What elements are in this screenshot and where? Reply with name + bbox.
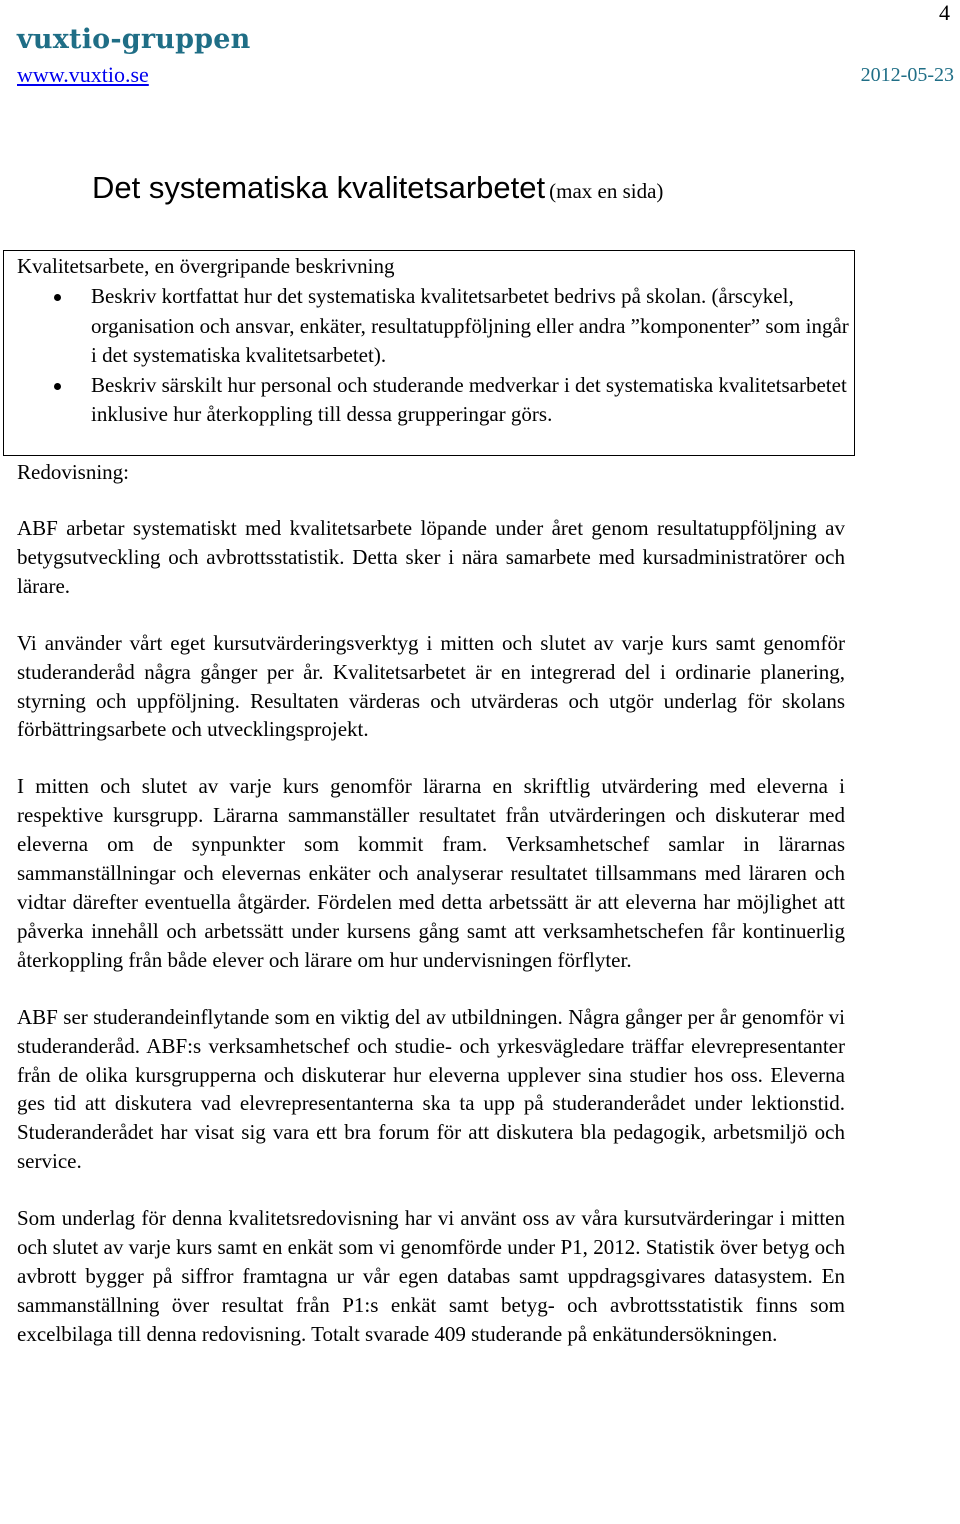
brand-name: vuxtio-gruppen [17, 24, 251, 55]
report-paragraph: ABF ser studerandeinflytande som en viktig del av utbildningen. Några gånger per år genomför vi studeranderåd. ABF:s verksamhetschef och studie- och yrkesvägledare träffar elevrepresentanter från de olika kursgrupperna och diskuterar hur eleverna upplever sina studier hos oss. Eleverna ges tid att diskutera vad elevrepresentanterna ska ta upp på studeranderådet under lektionstid. Studeranderådet har visat sig vara ett bra forum för att diskutera bla pedagogik, arbetsmiljö och service. [17, 1004, 845, 1174]
website-link[interactable]: www.vuxtio.se [17, 62, 149, 87]
list-item [17, 282, 852, 371]
page-number: 4 [939, 0, 950, 25]
bullet-text: Beskriv särskilt hur personal och studerande medverkar i det systematiska kvalitetsarbetet inklusive hur återkoppling till dessa grupperingar görs. [91, 372, 847, 426]
report-paragraph: ABF arbetar systematiskt med kvalitetsarbete löpande under året genom resultatuppföljning av betygsutveckling och avbrottsstatistik. Detta sker i nära samarbete med kursadministratörer och lärare. [17, 516, 845, 598]
instructions-heading: Kvalitetsarbete, en övergripande beskrivning [17, 254, 395, 278]
bullet-icon [54, 294, 61, 301]
list-item [17, 371, 852, 430]
bullet-text: Beskriv kortfattat hur det systematiska kvalitetsarbetet bedrivs på skolan. (årscykel, organisation och ansvar, enkäter, resultatuppföljning eller andra ”komponenter” som ingår i det systematiska kvalitetsarbetet). [91, 284, 849, 367]
report-paragraph: Vi använder vårt eget kursutvärderingsverktyg i mitten och slutet av varje kurs samt genomför studeranderåd några gånger per år. Kvalitetsarbetet är en integrerad del i ordinarie planering, styrning och uppföljning. Resultaten värderas och utvärderas och utgör underlag för skolans förbättringsarbete och utvecklingsprojekt. [17, 630, 845, 742]
page-title [92, 170, 663, 206]
page-title-main: Det systematiska kvalitetsarbetet [92, 170, 546, 205]
report-paragraph: Som underlag för denna kvalitetsredovisning har vi använt oss av våra kursutvärderingar i mitten och slutet av varje kurs samt en enkät som vi genomförde under P1, 2012. Statistik över betyg och avbrott bygger på siffror framtagna ur vår egen databas samt uppdragsgivares datasystem. En sammanställning över resultat från P1:s enkät samt betyg- och avbrottsstatistik finns som excelbilaga till denna redovisning. Totalt svarade 409 studerande på enkätundersökningen. [17, 1206, 845, 1346]
report-paragraph: I mitten och slutet av varje kurs genomför lärarna en skriftlig utvärdering med eleverna i respektive kursgrupp. Lärarna sammanställer resultatet från utvärderingen och diskuterar med eleverna om de synpunkter som kommit fram. Verksamhetschef samlar in lärarnas sammanställningar och elevernas enkäter och analyserar resultatet tillsammans med läraren och vidtar därefter eventuella åtgärder. Fördelen med detta arbetssätt är att eleverna har möjlighet att påverka innehåll och arbetssätt under kursens gång samt att verksamhetschefen får kontinuerlig återkoppling från både elever och lärare om hur undervisningen förflyter. [17, 774, 845, 972]
page-title-note: (max en sida) [549, 179, 664, 203]
instructions-list [17, 282, 852, 430]
header-date: 2012-05-23 [860, 64, 954, 86]
bullet-icon [54, 383, 61, 390]
report-label: Redovisning: [17, 460, 130, 484]
report-body [17, 514, 845, 1377]
